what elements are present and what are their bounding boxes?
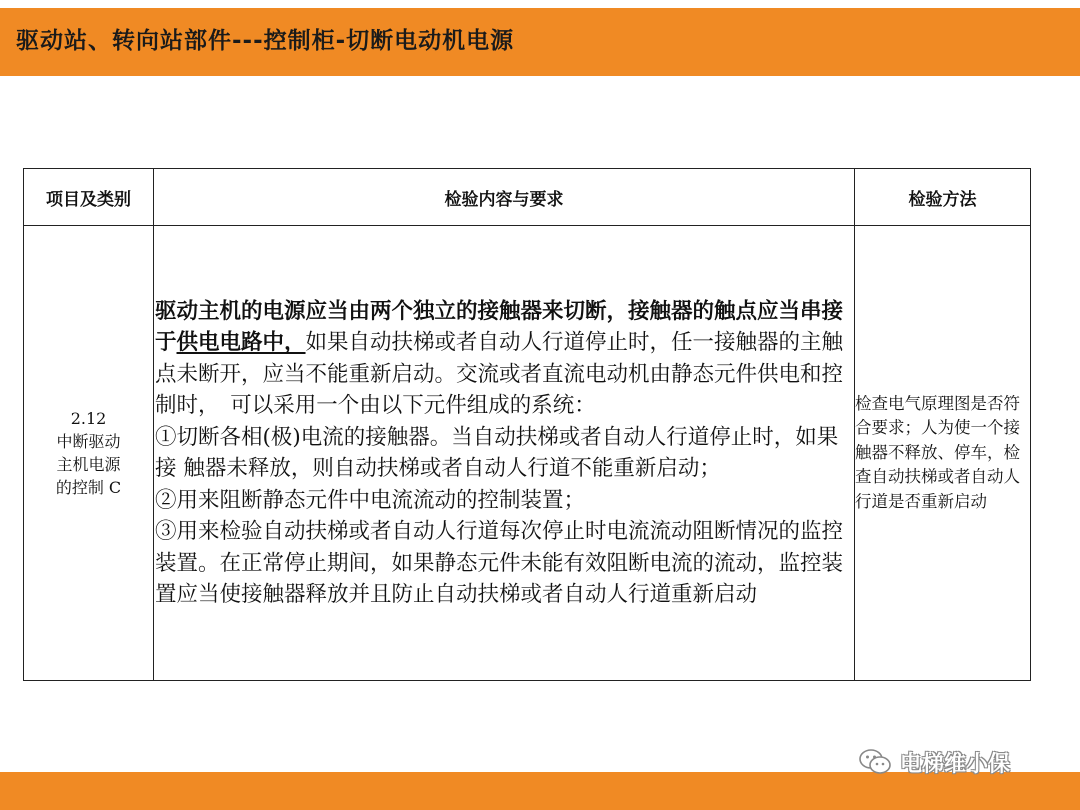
table-row [24, 226, 1031, 681]
item-number: 2.12 [70, 409, 107, 428]
content-list-item: ②用来阻断静态元件中电流流动的控制装置； [155, 487, 586, 513]
item-name-line: 主机电源 [56, 455, 121, 474]
content-text: 如果自动扶梯或者自动人行道停止时，任一接触器的主触点未断开，应当不能重新启动。交流或者直流电动机由静态元件供电和控制时， 可以采用一个由以下元件组成的系统： [155, 330, 844, 418]
page-title: 驱动站、转向站部件---控制柜-切断电动机电源 [16, 28, 515, 54]
watermark [858, 746, 1010, 778]
inspection-table [23, 168, 1031, 681]
header-inspection-method: 检验方法 [855, 169, 1031, 226]
content-paragraph [154, 296, 854, 422]
item-name-line: 的控制 C [55, 478, 122, 497]
item-cell [24, 226, 154, 681]
header-inspection-content: 检验内容与要求 [154, 169, 855, 226]
content-underlined-text: 供电电路中， [176, 330, 306, 355]
table-header-row [24, 169, 1031, 226]
header-bar [0, 8, 1080, 76]
content-list-item: ③用来检验自动扶梯或者自动人行道每次停止时电流流动阻断情况的监控装置。在正常停止期间，如果静态元件未能有效阻断电流的流动，监控装置应当使接触器释放并且防止自动扶梯或者自动人行道重新启动 [155, 519, 844, 607]
content-list-item: ①切断各相(极)电流的接触器。当自动扶梯或者自动人行道停止时，如果接 触器未释放，则自动扶梯或者自动人行道不能重新启动； [155, 424, 839, 481]
method-cell: 检查电气原理图是否符合要求；人为使一个接触器不释放、停车，检查自动扶梯或者自动人行道是否重新启动 [855, 226, 1031, 681]
wechat-icon [858, 748, 892, 776]
content-cell [154, 226, 855, 681]
content-bold-text: 驱动主机的电源应当由两个独立的接触器来切断，接触器的触点应当串接于 [155, 298, 844, 355]
watermark-text: 电梯维小保 [900, 751, 1011, 777]
header-item-category: 项目及类别 [24, 169, 154, 226]
item-name-line: 中断驱动 [56, 432, 121, 451]
